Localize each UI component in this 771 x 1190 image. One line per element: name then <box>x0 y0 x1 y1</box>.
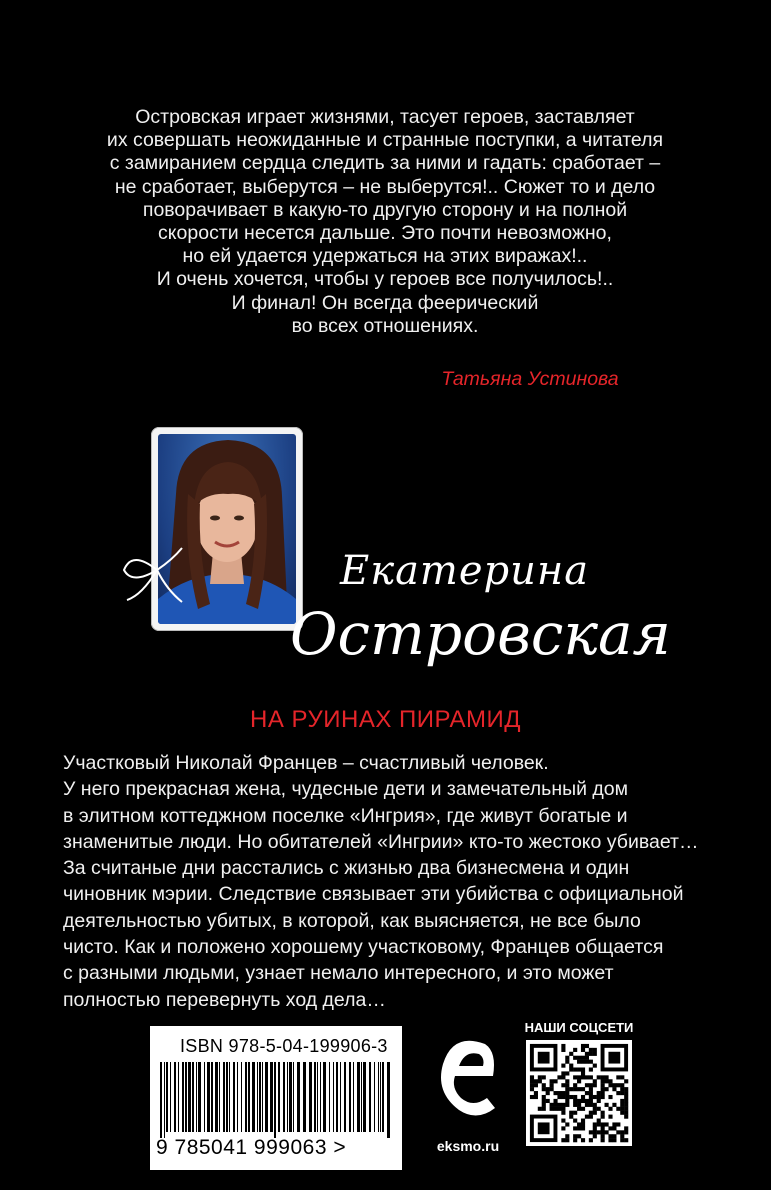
quote-line: И очень хочется, чтобы у героев все получилось!.. <box>156 268 614 291</box>
social-label: НАШИ СОЦСЕТИ <box>524 1020 634 1035</box>
quote-line: Островская играет жизнями, тасует героев, заставляет <box>135 106 635 128</box>
isbn-label: ISBN 978-5-04-199906-3 <box>180 1036 388 1056</box>
annotation-line: деятельностью убитых, в которой, как выясняется, не все было <box>63 909 641 932</box>
annotation-block <box>63 750 743 1013</box>
quote-line: их совершать неожиданные и странные поступки, а читателя <box>106 129 664 152</box>
annotation-line: полностью перевернуть ход дела… <box>63 988 386 1011</box>
quote-block <box>60 106 710 338</box>
quote-line: с замиранием сердца следить за ними и гадать: сработает – <box>109 152 661 175</box>
quote-line: во всех отношениях. <box>291 314 479 337</box>
author-last-name: Островская <box>290 600 671 668</box>
annotation-line: чисто. Как и положено хорошему участковому, Францев общается <box>63 936 664 959</box>
publisher-site: eksmo.ru <box>436 1138 500 1154</box>
quote-line: не сработает, выберутся – не выберутся!.. Сюжет то и дело <box>114 175 656 198</box>
annotation-line: знаменитые люди. Но обитателей «Ингрии» кто-то жестоко убивает… <box>63 830 699 853</box>
annotation-line: Участковый Николай Францев – счастливый человек. <box>63 752 549 774</box>
annotation-line: У него прекрасная жена, чудесные дети и замечательный дом <box>63 778 629 801</box>
quote-line: но ей удается удержаться на этих виражах!.. <box>182 245 588 268</box>
ribbon-decoration <box>112 540 192 610</box>
book-title: НА РУИНАХ ПИРАМИД <box>250 706 521 733</box>
quote-line: скорости несется дальше. Это почти невозможно, <box>158 222 612 245</box>
barcode-panel <box>150 1026 402 1170</box>
barcode-bars <box>158 1062 394 1138</box>
annotation-line: За считаные дни расстались с жизнью два бизнесмена и один <box>63 857 630 880</box>
barcode-digits: 9 785041 999063 > <box>156 1136 347 1159</box>
author-first-name: Екатерина <box>340 548 590 594</box>
quote-author: Татьяна Устинова <box>441 368 619 390</box>
annotation-line: чиновник мэрии. Следствие связывает эти убийства с официальной <box>63 883 684 906</box>
annotation-line: в элитном коттеджном поселке «Ингрия», где живут богатые и <box>63 804 628 827</box>
eksmo-logo-icon <box>433 1030 503 1130</box>
quote-line: поворачивает в какую-то другую сторону и на полной <box>142 198 628 221</box>
annotation-line: с разными людьми, узнает немало интересного, и это может <box>63 962 614 985</box>
quote-line: И финал! Он всегда феерический <box>231 291 539 314</box>
qr-code-icon[interactable] <box>526 1040 632 1146</box>
